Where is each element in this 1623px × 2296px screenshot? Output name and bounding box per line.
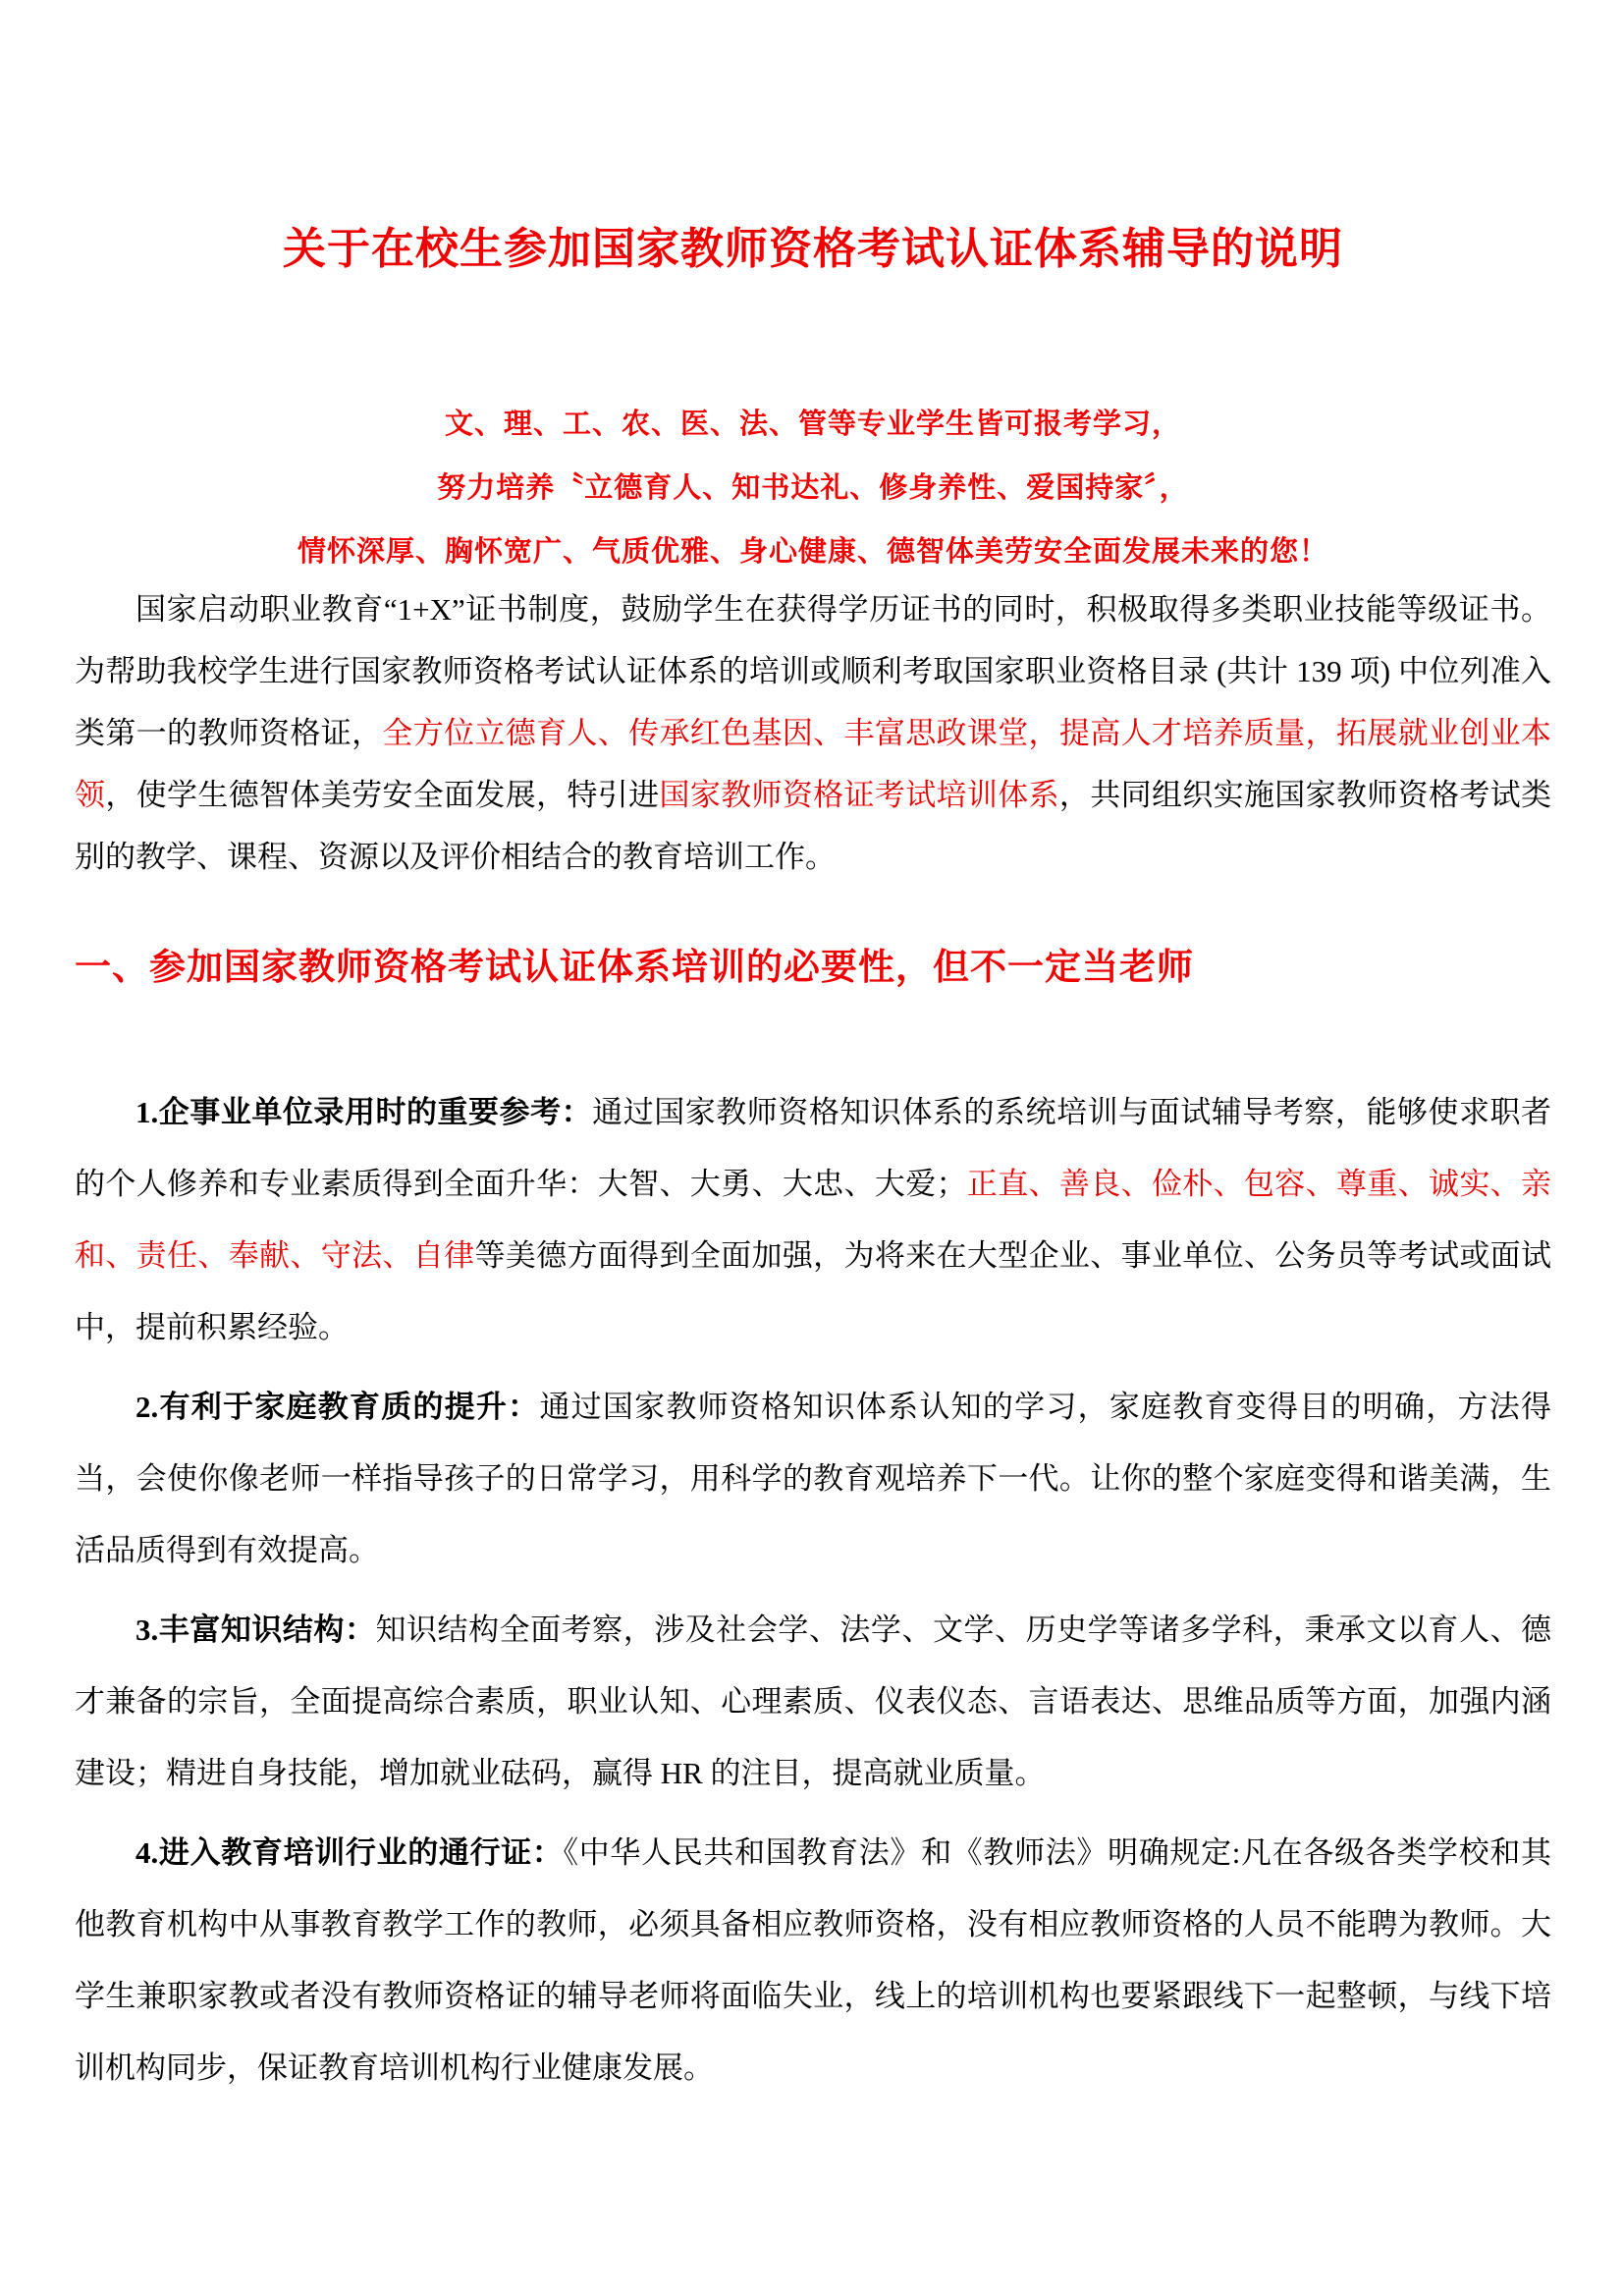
slogan-line-3: 情怀深厚、胸怀宽广、气质优雅、身心健康、德智体美劳安全面发展未来的您！ bbox=[297, 536, 1328, 569]
section-heading: 一、参加国家教师资格考试认证体系培训的必要性，但不一定当老师 bbox=[75, 947, 1194, 988]
text-segment: 3.丰富知识结构： bbox=[135, 1613, 376, 1648]
text-segment: 2.有利于家庭教育质的提升： bbox=[135, 1390, 540, 1425]
text-segment: 正直、善良、俭朴、包容、尊重、诚实、亲和、责任、奉献、守法、自律 bbox=[75, 1167, 1551, 1274]
text-segment: 等美德方面得到全面加强，为将来在大型企业、事业单位、公务员等考试或面试中，提前积累经验。 bbox=[75, 1238, 1552, 1345]
text-segment: 通过国家教师资格知识体系认知的学习，家庭教育变得目的明确，方法得当，会使你像老师一样指导孩子的日常学习，用科学的教育观培养下一代。让你的整个家庭变得和谐美满，生活品质得到有效提高。 bbox=[75, 1390, 1552, 1568]
slogan-line-2: 努力培养〝立德育人、知书达礼、修身养性、爱国持家〞， bbox=[437, 472, 1189, 505]
numbered-paragraph-4 bbox=[75, 1817, 1551, 2104]
numbered-paragraph-1 bbox=[75, 1076, 1551, 1363]
text-segment: 国家启动职业教育“1+X”证书制度，鼓励学生在获得学历证书的同时，积极取得多类职业技能等级证书。为帮助我校学生进行国家教师资格考试认证体系的培训或顺利考取国家职业资格目录 (共计 139 项) 中位列准入类第一的教师资格证， bbox=[75, 592, 1551, 751]
section-body bbox=[75, 1076, 1551, 2104]
text-segment: 国家教师资格证考试培训体系 bbox=[659, 778, 1059, 813]
intro-paragraph bbox=[75, 578, 1551, 888]
text-segment: 1.企事业单位录用时的重要参考： bbox=[135, 1095, 593, 1130]
page-title: 关于在校生参加国家教师资格考试认证体系辅导的说明 bbox=[283, 225, 1343, 273]
text-segment: ，使学生德智体美劳安全面发展，特引进 bbox=[105, 778, 660, 813]
numbered-paragraph-2 bbox=[75, 1371, 1551, 1586]
numbered-paragraph-3 bbox=[75, 1594, 1551, 1809]
text-segment: 全方位立德育人、传承红色基因、丰富思政课堂，提高人才培养质量，拓展就业创业本领 bbox=[75, 716, 1551, 813]
slogan-block bbox=[75, 393, 1551, 584]
text-segment: 《中华人民共和国教育法》和《教师法》明确规定:凡在各级各类学校和其他教育机构中从事教育教学工作的教师，必须具备相应教师资格，没有相应教师资格的人员不能聘为教师。大学生兼职家教或者没有教师资格证的辅导老师将面临失业，线上的培训机构也要紧跟线下一起整顿，与线下培训机构同步，保证教育培训机构行业健康发展。 bbox=[75, 1835, 1552, 2086]
text-segment: 知识结构全面考察，涉及社会学、法学、文学、历史学等诸多学科，秉承文以育人、德才兼备的宗旨，全面提高综合素质，职业认知、心理素质、仪表仪态、言语表达、思维品质等方面，加强内涵建设；精进自身技能，增加就业砝码，赢得 HR 的注目，提高就业质量。 bbox=[75, 1613, 1552, 1791]
text-segment: 通过国家教师资格知识体系的系统培训与面试辅导考察，能够使求职者的个人修养和专业素质得到全面升华：大智、大勇、大忠、大爱； bbox=[75, 1095, 1552, 1202]
text-segment: 4.进入教育培训行业的通行证： bbox=[135, 1835, 564, 1871]
text-segment: ，共同组织实施国家教师资格考试类别的教学、课程、资源以及评价相结合的教育培训工作。 bbox=[75, 778, 1552, 875]
slogan-line-1: 文、理、工、农、医、法、管等专业学生皆可报考学习， bbox=[444, 409, 1181, 441]
